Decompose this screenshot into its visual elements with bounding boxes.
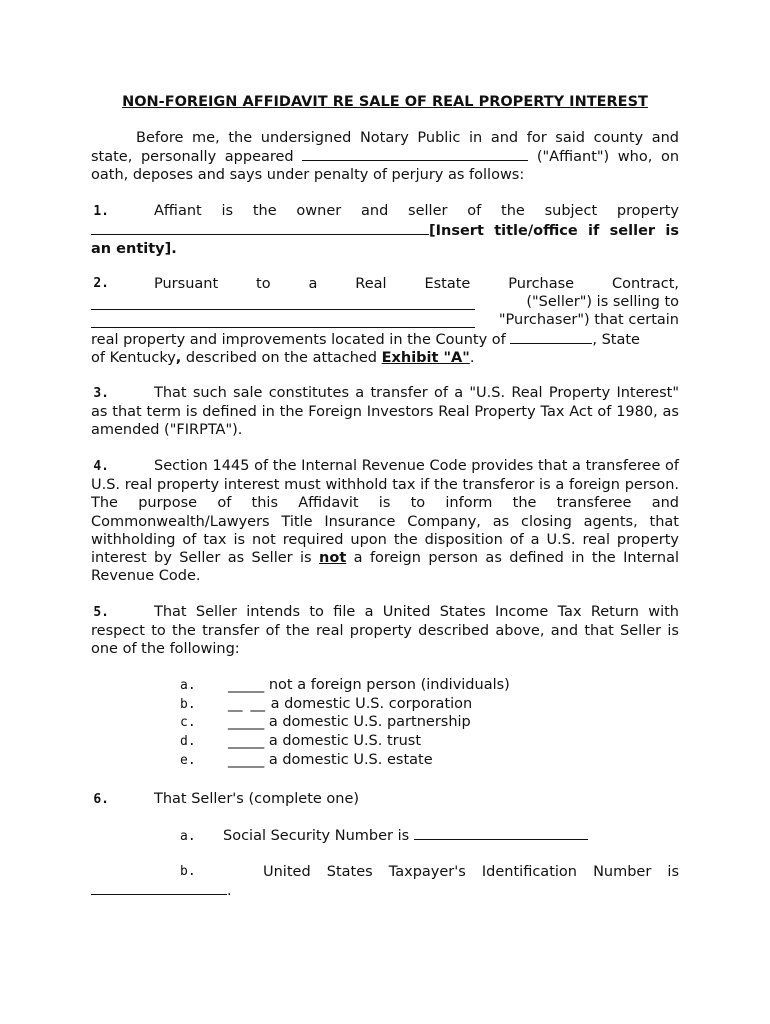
property-blank[interactable] xyxy=(91,221,429,235)
intro-text-1: Before me, the undersigned Notary Public in and for said county and state, personally appeared xyxy=(91,130,679,166)
paragraph-2 xyxy=(91,275,679,367)
entity-instruction: [Insert title/office if seller is an entity]. xyxy=(91,223,679,258)
not-emphasis: not xyxy=(319,550,347,567)
tin-blank[interactable] xyxy=(91,881,227,895)
paragraph-2-number: 2. xyxy=(93,276,109,291)
paragraph-2-period: . xyxy=(469,349,475,366)
paragraph-1 xyxy=(91,202,679,259)
paragraph-5-text: That Seller intends to file a United States Income Tax Return with respect to the transfer of the real property described above, and that Seller is one of the following: xyxy=(91,604,679,658)
option-checkbox-blank[interactable]: __ __ xyxy=(228,695,265,712)
option-letter: e. xyxy=(180,752,196,768)
ssn-letter: a. xyxy=(180,829,196,844)
list-item xyxy=(180,676,510,695)
option-label: a domestic U.S. estate xyxy=(268,751,433,768)
paragraph-1-text: Affiant is the owner and seller of the subject property xyxy=(154,203,679,219)
paragraph-6-text: That Seller's (complete one) xyxy=(154,791,360,807)
paragraph-2-text-5: , State xyxy=(592,331,640,348)
seller-type-list xyxy=(180,676,510,769)
intro-text-2: ("Affiant") who, on oath, deposes and says under penalty of perjury as follows: xyxy=(91,149,680,184)
paragraph-4-number: 4. xyxy=(93,459,109,474)
paragraph-2-text-7: described on the attached xyxy=(181,349,382,366)
option-letter: a. xyxy=(180,678,196,693)
exhibit-a-label: Exhibit "A" xyxy=(381,349,470,366)
paragraph-2-text-3: "Purchaser") that certain xyxy=(498,312,679,329)
list-item xyxy=(180,695,510,714)
ssn-label: Social Security Number is xyxy=(223,828,410,844)
paragraph-2-comma: , xyxy=(175,349,182,366)
option-letter: d. xyxy=(180,734,196,750)
paragraph-2-line-1 xyxy=(91,275,679,293)
option-label: a domestic U.S. corporation xyxy=(270,695,473,712)
paragraph-6 xyxy=(91,790,679,809)
option-label: not a foreign person (individuals) xyxy=(268,677,510,693)
paragraph-2-text-6: of Kentucky xyxy=(91,349,176,366)
tin-letter: b. xyxy=(180,864,196,879)
paragraph-4-text-2: a foreign person as defined in the Internal Revenue Code. xyxy=(91,550,679,585)
paragraph-3-text: That such sale constitutes a transfer of a "U.S. Real Property Interest" as that term is defined in the Foreign Investors Real Property Tax Act of 1980, as amended ("FIRPTA"). xyxy=(91,385,679,439)
affiant-name-blank[interactable] xyxy=(302,147,528,161)
purchaser-blank[interactable] xyxy=(91,314,475,328)
paragraph-4 xyxy=(91,457,679,585)
paragraph-3-number: 3. xyxy=(93,386,109,401)
intro-paragraph xyxy=(91,129,679,185)
seller-blank[interactable] xyxy=(91,296,475,310)
option-checkbox-blank[interactable]: _____ xyxy=(228,714,265,731)
tin-end-period: . xyxy=(227,883,232,900)
option-checkbox-blank[interactable]: _____ xyxy=(228,733,265,750)
option-label: a domestic U.S. trust xyxy=(268,733,422,750)
tin-line xyxy=(91,863,679,900)
list-item xyxy=(180,713,510,732)
ssn-blank[interactable] xyxy=(414,826,588,840)
county-blank[interactable] xyxy=(510,330,592,344)
option-letter: c. xyxy=(180,715,196,731)
option-checkbox-blank[interactable]: _____ xyxy=(228,751,265,768)
paragraph-2-text-4: real property and improvements located in the County of xyxy=(91,331,506,348)
paragraph-2-text-1: Pursuant to a Real Estate Purchase Contract, xyxy=(154,276,679,292)
option-label: a domestic U.S. partnership xyxy=(268,714,471,731)
ssn-line xyxy=(180,826,679,846)
list-item xyxy=(180,751,510,770)
paragraph-1-number: 1. xyxy=(93,204,109,219)
list-item xyxy=(180,732,510,751)
paragraph-2-text-2: ("Seller") is selling to xyxy=(526,294,679,311)
paragraph-6-number: 6. xyxy=(93,792,109,807)
paragraph-3 xyxy=(91,384,679,440)
option-checkbox-blank[interactable]: _____ xyxy=(228,677,265,693)
paragraph-5 xyxy=(91,603,679,659)
tin-label: United States Taxpayer's Identification Number is xyxy=(263,864,679,880)
paragraph-4-text-1: Section 1445 of the Internal Revenue Code provides that a transferee of U.S. real property interest must withhold tax if the transferor is a foreign person. The purpose of this Affidavit is to inform the transferee and Commonwealth/Lawyers Title Insurance Company, as closing agents, that withholding of tax is not required upon the disposition of a U.S. real property interest by Seller as Seller is xyxy=(91,458,679,567)
document-title: NON-FOREIGN AFFIDAVIT RE SALE OF REAL PROPERTY INTEREST xyxy=(122,94,648,110)
option-letter: b. xyxy=(180,696,196,712)
paragraph-5-number: 5. xyxy=(93,605,109,620)
